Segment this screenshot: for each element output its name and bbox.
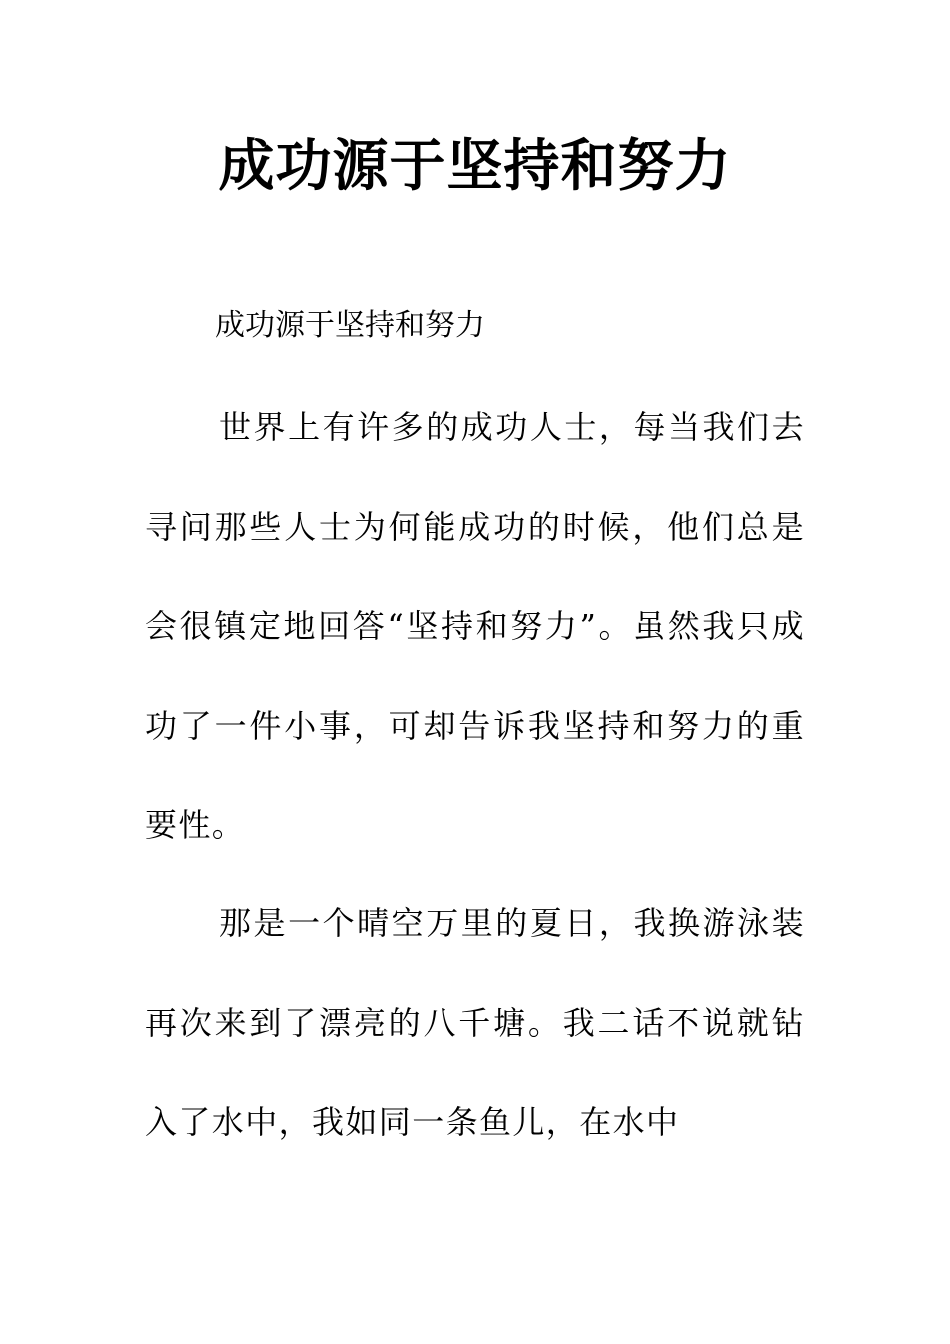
paragraph-2: 那是一个晴空万里的夏日，我换游泳装再次来到了漂亮的八千塘。我二话不说就钻入了水中，我如同一条鱼儿，在水中 <box>145 904 805 1141</box>
document-subtitle: 成功源于坚持和努力 <box>215 308 485 343</box>
paragraph-1: 世界上有许多的成功人士，每当我们去寻问那些人士为何能成功的时候，他们总是会很镇定地回答“坚持和努力”。虽然我只成功了一件小事，可却告诉我坚持和努力的重要性。 <box>145 408 805 844</box>
document-title: 成功源于坚持和努力 <box>218 134 732 199</box>
